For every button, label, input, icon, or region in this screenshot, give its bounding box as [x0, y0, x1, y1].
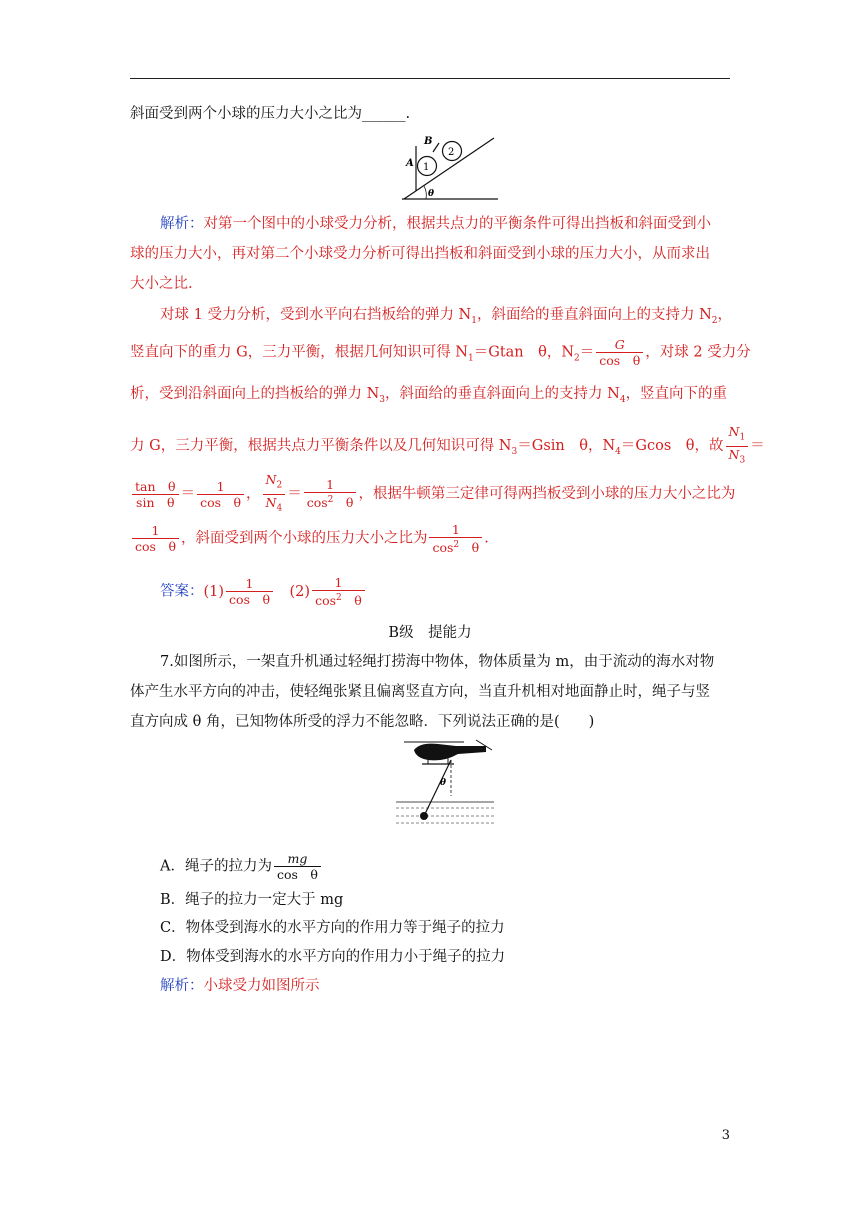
object-ball	[420, 812, 428, 820]
option-d[interactable]: D．物体受到海水的水平方向的作用力小于绳子的拉力	[160, 949, 506, 965]
analysis-line-3: 大小之比.	[130, 276, 193, 292]
angle-label: θ	[428, 189, 435, 199]
frac-1-cos: $\frac{1}{\text{cos θ}}$	[197, 479, 244, 510]
analysis-label: 解析：	[160, 216, 204, 232]
helicopter-body	[414, 744, 486, 761]
frac-n1-n3: $\frac{N_1}{N_3}$	[726, 424, 749, 468]
section-title: B级 提能力	[388, 625, 472, 641]
analysis-line-1: 解析：对第一个图中的小球受力分析，根据共点力的平衡条件可得出挡板和斜面受到小	[160, 216, 711, 232]
label-b: B	[424, 136, 433, 147]
q7-line-3: 直方向成 θ 角，已知物体所受的浮力不能忽略．下列说法正确的是( )	[130, 714, 595, 730]
option-c[interactable]: C．物体受到海水的水平方向的作用力等于绳子的拉力	[160, 920, 505, 936]
p2-line-4: 力 G，三力平衡，根据共点力平衡条件以及几何知识可得 $N_3=Gsin$ θ，$N_4=Gcos$ θ，故 $\frac{N_1}{N_3}$ ＝	[130, 424, 765, 468]
header-rule	[130, 78, 730, 79]
label-a: A	[406, 158, 414, 169]
ball-2-label: 2	[448, 147, 455, 158]
ball-1-label: 1	[423, 162, 430, 173]
answer-line: 答案：(1) $\frac{1}{\text{cos θ}}$ (2) $\frac{1}{\cos^2 \theta}$	[160, 575, 367, 608]
p2-line-5: $\frac{\text{tan θ}}{\text{sin θ}}$ ＝ $\frac{1}{\text{cos θ}}$ ， $\frac{N_2}{N_4}$ ＝ $\frac{1}{\cos^2 \theta}$ ，根据牛顿第三定律可得两挡板受到小球的压力大小之比为	[130, 472, 735, 516]
page-number: 3	[721, 1128, 730, 1143]
frac-n2-n4: $\frac{N_2}{N_4}$	[263, 472, 286, 516]
analysis-line-2: 球的压力大小，再对第二个小球受力分析可得出挡板和斜面受到小球的压力大小，从而求出	[130, 246, 710, 262]
p2-line-3: 析，受到沿斜面向上的挡板给的弹力 $N_3$，斜面给的垂直斜面向上的支持力 $N_4$，竖直向下的重	[130, 386, 728, 405]
rope	[424, 760, 451, 816]
frac-g-over-cos: $\frac{G}{\text{cos θ}}$	[596, 337, 643, 368]
p2-line-6: $\frac{1}{\text{cos θ}}$ ，斜面受到两个小球的压力大小之比为 $\frac{1}{\cos^2 \theta}$ .	[130, 522, 489, 555]
frac-1-cos2: $\frac{1}{\cos^2 \theta}$	[304, 477, 357, 510]
option-a[interactable]: A．绳子的拉力为 $\frac{mg}{\text{cos θ}}$	[160, 851, 323, 882]
q7-line-2: 体产生水平方向的冲击，使轻绳张紧且偏离竖直方向，当直升机相对地面静止时，绳子与竖	[130, 684, 710, 700]
q7-line-1: 7.如图所示，一架直升机通过轻绳打捞海中物体，物体质量为 m，由于流动的海水对物	[160, 654, 715, 670]
incline-figure	[398, 130, 502, 202]
svg-text:θ: θ	[440, 778, 447, 788]
question-6-tail: 斜面受到两个小球的压力大小之比为______.	[130, 106, 411, 122]
answer-label: 答案：	[160, 583, 204, 600]
helicopter-figure	[394, 738, 498, 824]
p2-line-2: 竖直向下的重力 G，三力平衡，根据几何知识可得 $N_1=Gtan$ θ，$N_2=$ $\frac{G}{\text{cos θ}}$ ，对球 2 受力分	[130, 337, 751, 368]
frac-tan-sin: $\frac{\text{tan θ}}{\text{sin θ}}$	[132, 479, 179, 510]
final-analysis: 解析：小球受力如图所示	[160, 978, 320, 994]
p2-line-1: 对球 1 受力分析，受到水平向右挡板给的弹力 $N_1$，斜面给的垂直斜面向上的支持力 $N_2$，	[160, 307, 733, 326]
option-b[interactable]: B．绳子的拉力一定大于 mg	[160, 892, 344, 908]
